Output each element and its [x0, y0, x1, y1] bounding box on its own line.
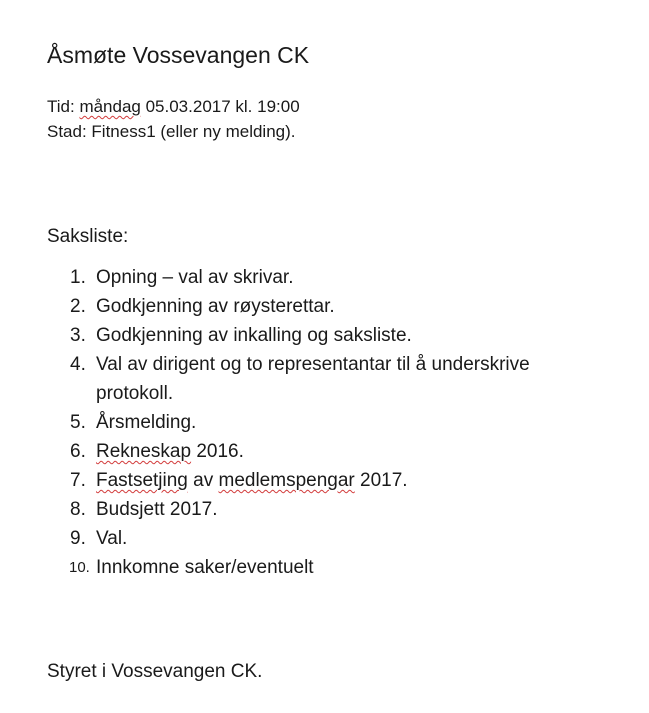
agenda-item-number: 9.: [70, 528, 86, 549]
agenda-item-text: Val av dirigent og to representantar til å underskrive: [96, 354, 530, 375]
agenda-item-text-flagged: medlemspengar: [218, 470, 355, 491]
time-value: 05.03.2017 kl. 19:00: [140, 97, 300, 116]
agenda-item-number: 7.: [70, 470, 86, 491]
agenda-item-text: Opning – val av skrivar.: [96, 267, 294, 288]
agenda-item: [70, 437, 630, 466]
agenda-item-text: Budsjett 2017.: [96, 499, 218, 520]
agenda-item: [70, 350, 630, 408]
meeting-place: Stad: Fitness1 (eller ny melding).: [47, 122, 296, 141]
signature: Styret i Vossevangen CK.: [47, 661, 263, 682]
agenda-item: [70, 408, 630, 437]
agenda-item-text: Innkomne saker/eventuelt: [96, 557, 314, 578]
agenda-item: [70, 524, 630, 553]
agenda-item: [70, 292, 630, 321]
meeting-time: [47, 94, 300, 119]
agenda-item-text: 2016.: [191, 441, 244, 462]
agenda-item: [70, 321, 630, 350]
agenda-list: [70, 263, 630, 582]
agenda-item-text: Godkjenning av røysterettar.: [96, 296, 335, 317]
agenda-heading: Saksliste:: [47, 226, 129, 247]
agenda-item-number: 3.: [70, 325, 86, 346]
agenda-item-text-flagged: Rekneskap: [96, 441, 192, 462]
agenda-item-text: Val.: [96, 528, 128, 549]
time-day: måndag: [79, 97, 141, 116]
agenda-item: [70, 466, 630, 495]
document-title: Åsmøte Vossevangen CK: [47, 42, 310, 68]
agenda-item: [70, 263, 630, 292]
agenda-item: [70, 553, 630, 582]
agenda-item-text: 2017.: [354, 470, 408, 491]
agenda-item-text: Godkjenning av inkalling og saksliste.: [96, 325, 412, 346]
agenda-item-text-flagged: Fastsetjing: [96, 470, 188, 491]
agenda-item-text: av: [187, 470, 219, 491]
agenda-item-number: 1.: [70, 267, 86, 288]
agenda-item-text-continued: protokoll.: [96, 383, 174, 404]
agenda-item-number: 10.: [69, 559, 90, 576]
agenda-item-number: 6.: [70, 441, 86, 462]
agenda-item-number: 8.: [70, 499, 86, 520]
meeting-details: [47, 94, 300, 144]
agenda-item-number: 2.: [70, 296, 86, 317]
agenda-item: [70, 495, 630, 524]
agenda-item-text: Årsmelding.: [96, 412, 197, 433]
time-label: Tid:: [47, 97, 80, 116]
agenda-item-number: 4.: [70, 354, 86, 375]
agenda-item-number: 5.: [70, 412, 86, 433]
